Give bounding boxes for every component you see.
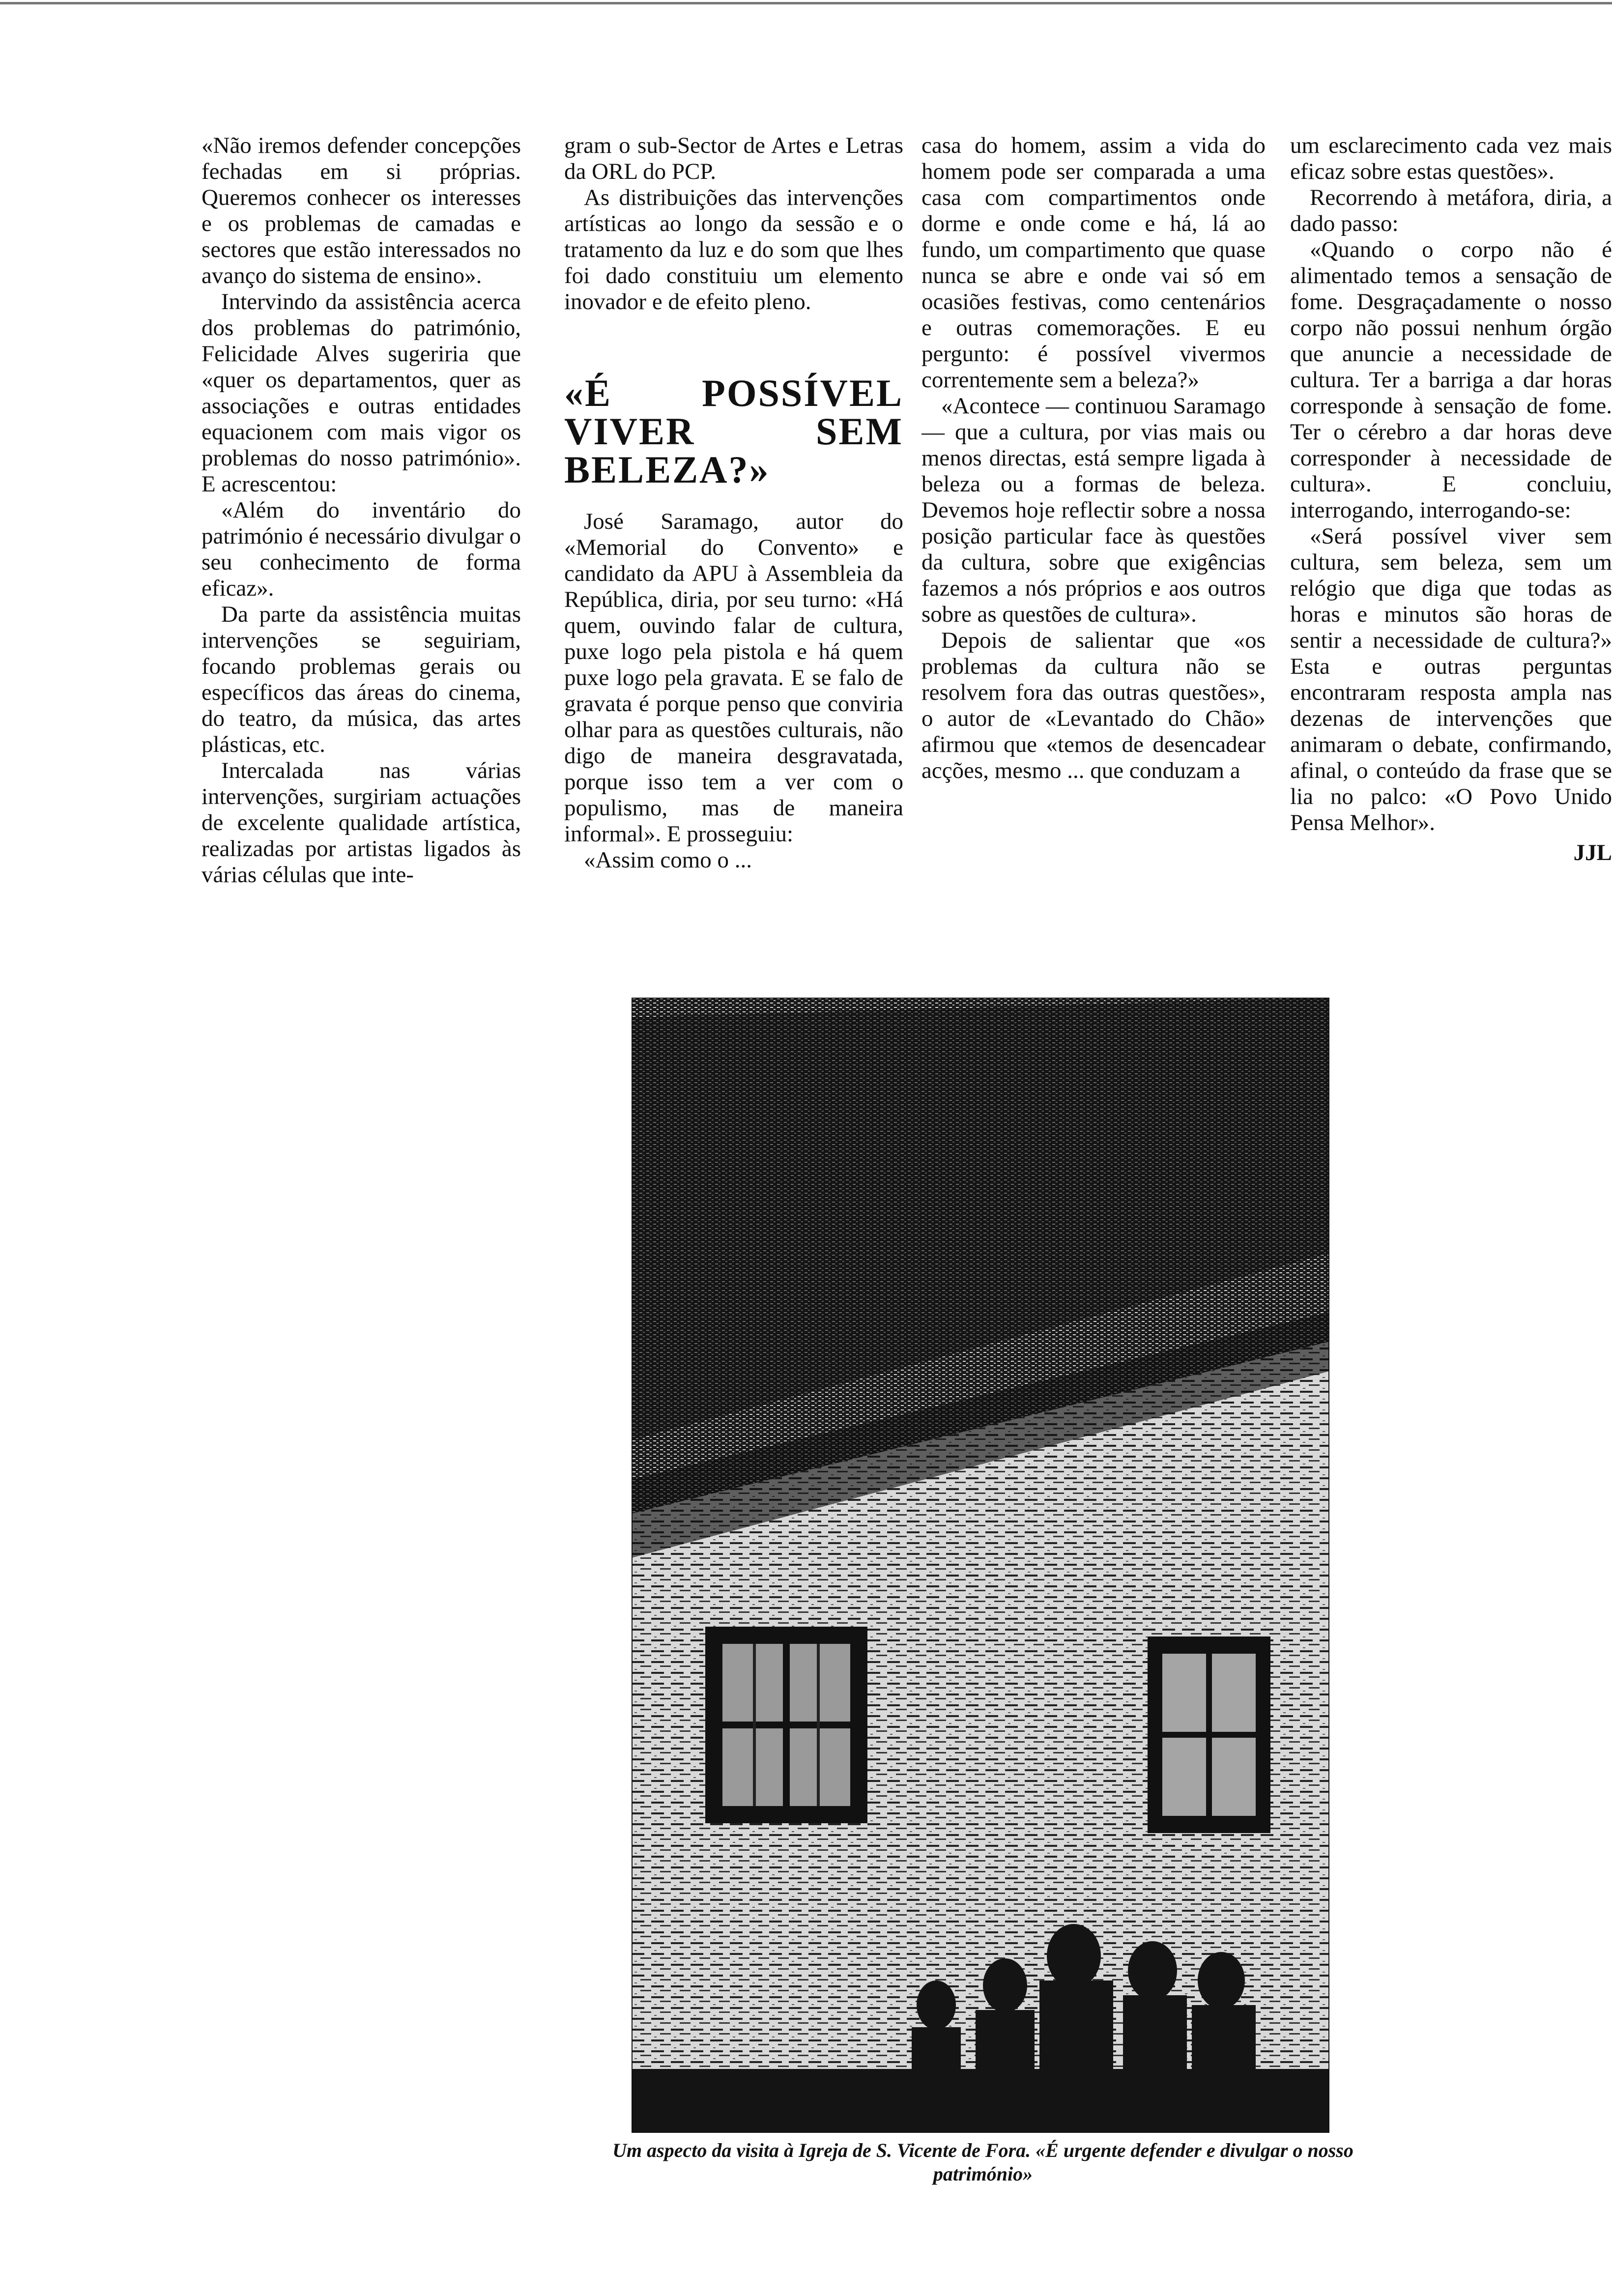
left-window: [705, 1627, 867, 1823]
paragraph: «Não iremos defender concepções fechadas em si próprias. Queremos conhecer os interesses e os problemas de camadas e sectores que estão interessados no avanço do sistema de ensino».: [202, 133, 521, 288]
paragraph: «Além do inventário do património é necessário divulgar o seu conhecimento de forma eficaz».: [202, 497, 521, 601]
church-photo: [632, 998, 1329, 2133]
paragraph: Intercalada nas várias intervenções, surgiriam actuações de excelente qualidade artística, realizadas por artistas ligados às várias células que inte-: [202, 758, 521, 888]
paragraph: casa do homem, assim a vida do homem pode ser comparada a uma casa com compartimentos onde dorme e onde come e há, lá ao fundo, um compartimento que quase nunca se abre e onde vai só em ocasiões festivas, como centenários e outras comemorações. E eu pergunto: é possível vivermos correntemente sem a beleza?»: [921, 133, 1266, 393]
section-headline: «É POSSÍVEL VIVER SEM BELEZA?»: [564, 372, 903, 491]
photo-caption: Um aspecto da visita à Igreja de S. Vicente de Fora. «É urgente defender e divulgar o nosso património»: [612, 2139, 1353, 2185]
paragraph: Da parte da assistência muitas intervenções se seguiriam, focando problemas gerais ou específicos das áreas do cinema, do teatro, da música, das artes plásticas, etc.: [202, 602, 521, 757]
right-window: [1148, 1636, 1270, 1833]
paragraph: Recorrendo à metáfora, diria, a dado passo:: [1290, 185, 1612, 236]
paragraph: um esclarecimento cada vez mais eficaz sobre estas questões».: [1290, 133, 1612, 184]
paragraph: «Assim como o ...: [584, 847, 752, 873]
paragraph: Intervindo da assistência acerca dos problemas do património, Felicidade Alves sugeriria que «quer os departamentos, quer as associações e outras entidades equacionem com mais vigor os problemas do nosso património». E acrescentou:: [202, 289, 521, 497]
paragraph: José Saramago, autor do «Memorial do Convento» e candidato da APU à Assembleia da República, diria, por seu turno: «Há quem, ouvindo falar de cultura, puxe logo pela pistola e há quem puxe logo pela gravata. E se falo de gravata é porque penso que conviria olhar para as questões culturais, não digo de maneira desgravatada, porque isso tem a ver com o populismo, mas de maneira informal». E prosseguiu:: [564, 509, 903, 847]
scan-top-edge: [0, 2, 1612, 4]
article-column-3: [921, 133, 1266, 973]
author-signature: JJL: [1573, 840, 1612, 865]
paragraph: Depois de salientar que «os problemas da cultura não se resolvem fora das outras questões», o autor de «Levantado do Chão» afirmou que «temos de desencadear acções, mesmo ... que conduzam a: [921, 628, 1266, 783]
article-column-4: [1290, 133, 1612, 973]
paragraph: As distribuições das intervenções artísticas ao longo da sessão e o tratamento da luz e do som que lhes foi dado constituiu um elemento inovador e de efeito pleno.: [564, 185, 903, 315]
paragraph: «Quando o corpo não é alimentado temos a sensação de fome. Desgraçadamente o nosso corpo não possui nenhum órgão que anuncie a necessidade de cultura. Ter a barriga a dar horas corresponde à sensação de fome. Ter o cérebro a dar horas deve corresponder à necessidade de cultura». E concluiu, interrogando, interrogando-se:: [1290, 237, 1612, 523]
article-column-2: [564, 133, 903, 973]
paragraph: «Será possível viver sem cultura, sem beleza, sem um relógio que diga que todas as horas e minutos são horas de sentir a necessidade de cultura?» Esta e outras perguntas encontraram resposta ampla nas dezenas de intervenções que animaram o debate, confirmando, afinal, o conteúdo da frase que se lia no palco: «O Povo Unido Pensa Melhor».: [1290, 523, 1612, 835]
article-column-1: [202, 133, 521, 973]
church-photo-image: [632, 998, 1329, 2133]
paragraph: gram o sub-Sector de Artes e Letras da ORL do PCP.: [564, 133, 903, 184]
paragraph: «Acontece — continuou Saramago — que a cultura, por vias mais ou menos directas, está sempre ligada à beleza ou a formas de beleza. Devemos hoje reflectir sobre a nossa posição particular face às questões da cultura, sobre que exigências fazemos a nós próprios e aos outros sobre as questões de cultura».: [921, 393, 1266, 627]
